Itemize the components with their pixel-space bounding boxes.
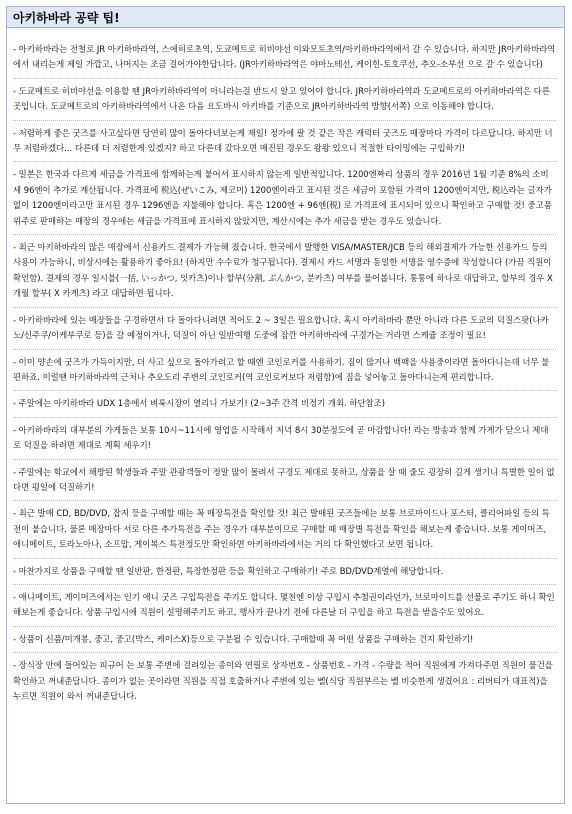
tip-paragraph: - 도쿄메트로 히비야선을 이용할 땐 JR아키하바라역이 아니라는걸 반드시 알고 있어야 합니다. JR아키하바라역과 도쿄메트로의 아키하바라역은 다른 곳입니다. 도쿄메트로의 아키하바라역에서 나온 다음 요도바시 아키바를 기준으로 JR아키하바라역 방향(서쪽) 으로 이동해야 합니다. bbox=[13, 79, 556, 121]
tip-paragraph: - 아키하바라에 있는 매장들을 구경하면서 다 돌아다니려면 적어도 2 ~ 3일은 필요합니다. 혹시 아키하바라 뿐만 아니라 다른 도쿄의 덕질스팟(나카노/신주쿠/이케부쿠로 등)을 갈 예정이거나, 덕질이 아닌 일반여행 도중에 잠깐 아키하바라에 구경가는 거라면 스케쥴 조정이 필요! bbox=[13, 308, 556, 350]
panel-header bbox=[7, 7, 564, 28]
tip-paragraph: - 이미 양손에 굿즈가 가득이지만, 더 사고 싶으로 돌아가려고 할 때엔 코인로커를 사용하기. 짐이 많거나 백팩을 사용중이라면 돌아다니는데 너무 불편하죠. 이럴땐 아키하바라역 근처나 추오도리 주변의 코인로커(역 코인로커보다 저렴함)에 짐을 넣어놓고 돌아다니는게 편리합니다. bbox=[13, 350, 556, 392]
tip-paragraph: - 일본은 한국과 다르게 세금을 가격표에 함께하는게 붙어서 표시하지 않는게 일반적입니다. 1200엔짜리 상품의 경우 2016년 1월 기준 8%의 소비세 96엔이 추가로 계산됩니다. 가격표에 税込(ぜいこみ, 제코미) 1200엔이라고 표시된 것은 세금이 포함된 가격이 1200엔이지만, 税込라는 글자가 없이 1200엔이라고만 표시된 경우 1296엔을 지불해야 합니다. 혹은 1200엔 + 96엔(税) 로 가격표에 표시되어 있으니 확인하고 구매할 것! 중고품 위주로 판매하는 매장의 경우에는 세금을 가격표에 표시하지 않았지만, 계산시에는 추가 세금을 받는 경우도 있습니다. bbox=[13, 162, 556, 235]
tip-paragraph: - 애니메이트, 게이머즈에서는 인기 애니 굿즈 구입특전을 주기도 합니다. 몇천엔 이상 구입시 추첨권이라던가, 브로마이드를 선물로 주기도 하니 확인해보는게 좋습니다. 상품 구입시에 직원이 설명해주기도 하고, 행사가 끝나기 전에 다른날 더 구입을 하고 특전을 받을수도 있어요. bbox=[13, 585, 556, 627]
tip-paragraph: - 주말에는 아키하바라 UDX 1층에서 벼룩시장이 열리니 가보기! (2~3주 간격 비정기 개최. 하단참조) bbox=[13, 391, 556, 417]
tips-panel bbox=[6, 6, 565, 804]
tip-paragraph: - 상품이 신품/미개봉, 중고, 중고(박스, 케이스X)등으로 구분될 수 있습니다. 구매할때 꼭 어떤 상품을 구매하는 건지 확인하기! bbox=[13, 627, 556, 653]
tip-paragraph: - 주말에는 학교에서 해방된 학생들과 주말 관광객들이 정말 많이 몰려서 구경도 제대로 못하고, 상품을 살 때 줄도 굉장히 길게 생기니 특별한 일이 없다면 평일에 덕질하기! bbox=[13, 460, 556, 502]
tip-paragraph: - 최근 아키하바라의 많은 매장에서 신용카드 결제가 가능해 졌습니다. 한국에서 발행한 VISA/MASTER/JCB 등의 해외결제가 가능한 신용카드 등의 사용이 가능하니, 비상시에는 활용하기 좋아요! (하지만 수수료가 청구됩니다). 결제시 카드 서명과 동일한 서명을 영수증에 작성합니다 (가끔 직원이 확인함). 결제의 경우 일시불(一括, いっかつ, 잇카츠)이나 할부(分割, ぶんかつ, 분카츠) 여부를 물어봅니다. 통통에 하나로 대답하고, 할부의 경우 X개월 할부( X 카게츠) 라고 대답하면 됩니다. bbox=[13, 235, 556, 308]
tip-paragraph: - 저렴하게 좋은 굿즈를 사고싶다면 당연히 많이 돌아다녀보는게 제일! 정가에 팔 것 같은 작은 캐릭터 굿즈도 매장마다 가격이 다르답니다. 하지만 너무 저렴하겠다... 다른데 더 저렴한게 있겠지? 하고 다른데 갔다오면 매진된 경우도 왕왕 있으니 적절한 타이밍에는 구입하기! bbox=[13, 121, 556, 163]
tip-paragraph: - 장식장 안에 들어있는 피규어 는 보통 주변에 걸려있는 종이와 연필로 상자번호 - 상품번호 - 가격 - 수량을 적어 직원에게 가져다주면 직원이 물건을 확인하고 꺼내준답니다. 종이가 없는 곳이라면 직원을 직접 호출하거나 주변에 있는 벨(식당 직원부르는 벨 비슷한게 생겼어요 : 리버티가 대표적)을 누르면 직원이 와서 꺼내준답니다. bbox=[13, 660, 553, 701]
tip-paragraph: - 아키하바라의 대부분의 가게들은 보통 10시~11시에 영업을 시작해서 저녁 8시 30분정도에 곧 마감합니다! 라는 방송과 함께 가게가 닫으니 제대로 덕질을 하려면 제대로 계획 세우기! bbox=[13, 418, 556, 460]
panel-title: 아키하바라 공략 팁! bbox=[13, 10, 120, 25]
tips-content bbox=[7, 28, 564, 709]
tip-paragraph: - 최근 발매 CD, BD/DVD, 잡지 등을 구매할 때는 꼭 매장특전을 확인할 것! 최근 발매된 굿즈들에는 보통 브로마이드나 포스터, 클리어파일 등의 특전이 붙습니다. 물론 매장마다 서로 다른 추가특전을 주는 경우가 대부분이므로 구매할 때 매장별 특전을 확인을 해보는게 좋습니다. 보통 게이머즈, 애니메이트, 토라노아나, 소프맙, 게이복스 특전정도만 확인하면 아키하바라에서는 거의 다 확인했다고 보면 됩니다. bbox=[13, 501, 556, 558]
tip-paragraph: - 마찬가지로 상품을 구매할 땐 일반판, 한정판, 특장한정판 등을 확인하고 구매하기! 주로 BD/DVD계열에 해당합니다. bbox=[13, 559, 556, 585]
tip-paragraph: - 아키하바라는 전철로 JR 아키하바라역, 스에히로초역, 도쿄메트로 히비야선 이와모토초역/아키하바라역에서 갈 수 있습니다. 하지만 JR아키하바라역에서 내리는게 제일 가깝고, 나머지는 조금 걸어가야한답니다. (JR아키하바라역은 야마노테선, 케이힌-토호쿠선, 추오-소부선 으로 갈 수 있습니다) bbox=[13, 37, 556, 79]
